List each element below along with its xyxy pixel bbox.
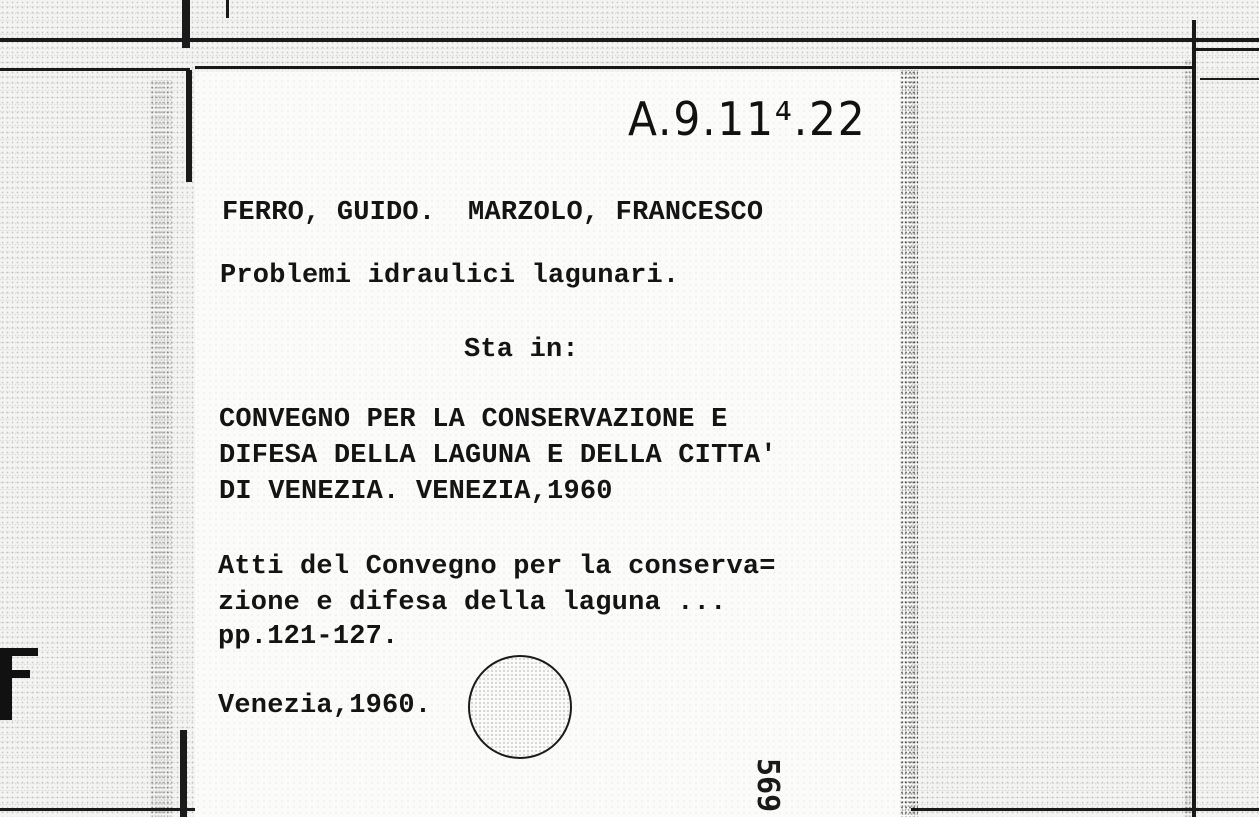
note-line-1: Atti del Convegno per la conserva= <box>218 552 776 582</box>
sta-in-label: Sta in: <box>464 335 579 365</box>
note-line-2: zione e difesa della laguna ... <box>218 588 727 618</box>
handwritten-shelfmark: A.9.11⁴.22 <box>628 92 867 146</box>
top-post <box>226 0 229 18</box>
left-top-rule <box>0 68 190 71</box>
left-guide-bar-bottom <box>180 730 187 817</box>
left-guide-bar <box>186 70 192 182</box>
imprint-line: Venezia,1960. <box>218 691 432 721</box>
note-line-3: pp.121-127. <box>218 622 399 652</box>
host-line-3: DI VENEZIA. VENEZIA,1960 <box>219 477 613 507</box>
left-guide-post <box>182 0 190 48</box>
letter-fragment-mark <box>0 640 40 720</box>
host-line-2: DIFESA DELLA LAGUNA E DELLA CITTA' <box>219 441 777 471</box>
library-stamp <box>468 655 572 759</box>
right-frame-noise <box>1184 60 1194 817</box>
right-top-rule <box>1195 48 1259 51</box>
right-top-rule-2 <box>1200 78 1259 80</box>
card-right-edge-noise <box>900 70 918 817</box>
card-left-edge-noise <box>150 80 172 817</box>
top-rule-inner <box>195 66 1195 69</box>
card-number: 569 <box>750 758 785 813</box>
title-line: Problemi idraulici lagunari. <box>220 261 680 291</box>
host-line-1: CONVEGNO PER LA CONSERVAZIONE E <box>219 405 728 435</box>
author-line: FERRO, GUIDO. MARZOLO, FRANCESCO <box>222 198 764 228</box>
